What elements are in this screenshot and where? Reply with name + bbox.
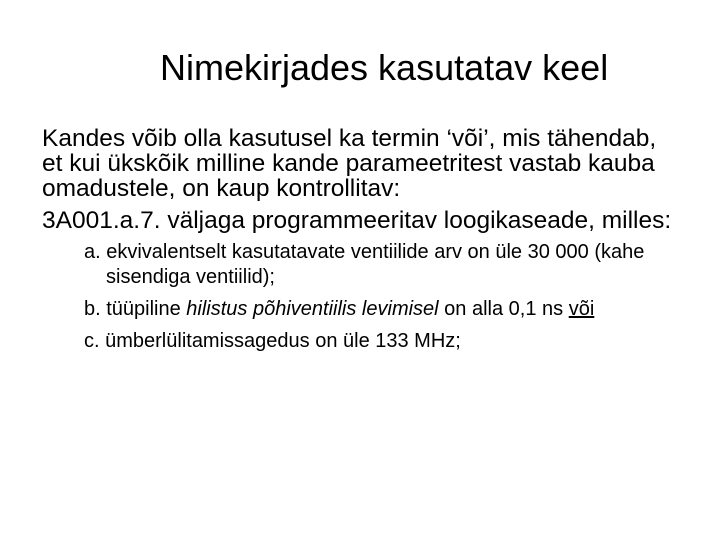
sub-item-b-or-underlined: või: [568, 298, 595, 320]
sub-item-b-emphasis: hilistus põhiventiilis levimisel: [186, 298, 439, 320]
intro-paragraph: Kandes võib olla kasutusel ka termin ‘või’, mis tähendab, et kui ükskõik milline kande parameetritest vastab kauba omadustele, on kaup kontrollitav:: [42, 125, 657, 202]
slide-title: Nimekirjades kasutatav keel: [160, 47, 609, 88]
sub-item-c: c. ümberlülitamissagedus on üle 133 MHz;: [84, 330, 461, 352]
sub-item-b: [84, 297, 682, 322]
item-heading-paragraph: 3A001.a.7. väljaga programmeeritav loogikaseade, milles:: [42, 207, 672, 234]
slide-body: [42, 126, 682, 361]
sub-list: [42, 240, 682, 354]
sub-item-a: a. ekvivalentselt kasutatavate ventiilide arv on üle 30 000 (kahe sisendiga ventiilid);: [84, 241, 645, 288]
sub-item-b-suffix: on alla 0,1 ns: [438, 298, 569, 320]
sub-item-b-prefix: b. tüüpiline: [84, 298, 187, 320]
